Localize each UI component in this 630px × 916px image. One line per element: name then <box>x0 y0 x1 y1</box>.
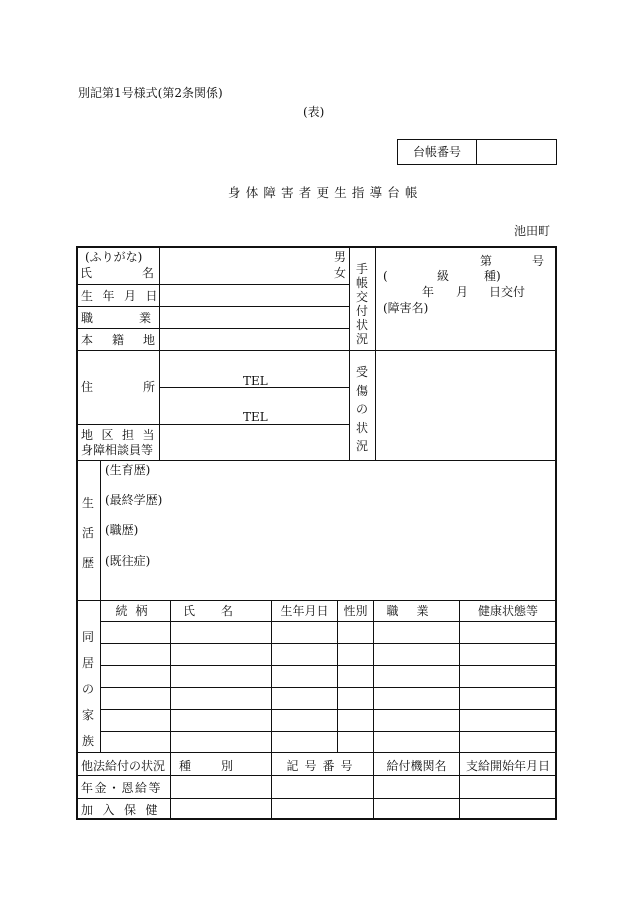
family-row-line-2 <box>101 665 556 666</box>
section2-bottom-line <box>77 460 556 461</box>
benefit-row-insurance: 加入保健 <box>81 803 168 817</box>
name-field[interactable] <box>171 258 321 276</box>
family-col-name: 氏名 <box>182 604 259 618</box>
family-col-3 <box>337 600 338 752</box>
handbook-month: 月 <box>456 285 469 299</box>
form-reference: 別記第1号様式(第2条関係) <box>78 86 223 100</box>
address-label-divider <box>159 350 160 460</box>
family-col-4 <box>373 600 374 820</box>
ledger-number-label: 台帳番号 <box>413 145 462 159</box>
handbook-paren-open: ( <box>383 269 388 283</box>
ledger-number-divider <box>476 139 477 165</box>
tel-label-1: TEL <box>243 374 268 388</box>
family-col-5 <box>459 600 460 820</box>
address-label <box>81 381 155 393</box>
handbook-label: 手帳交付状況 <box>355 262 368 346</box>
address-field-2[interactable] <box>171 395 341 409</box>
history-career: (職歴) <box>105 523 139 537</box>
section1-bottom-line <box>77 350 556 351</box>
section4-bottom-line <box>77 752 556 753</box>
handbook-kyu: 級 <box>437 269 450 283</box>
handbook-go: 号 <box>532 254 545 268</box>
name-label <box>80 267 154 279</box>
name-row-line <box>77 284 349 285</box>
family-col-sex: 性別 <box>343 604 368 618</box>
family-label: 同居の家族 <box>81 630 94 748</box>
domicile-field[interactable] <box>171 334 341 348</box>
district-field[interactable] <box>171 434 341 448</box>
family-row-line-1 <box>101 643 556 644</box>
history-growth: (生育歴) <box>105 463 151 477</box>
benefit-col-type: 種別 <box>178 759 263 773</box>
family-header-line <box>101 621 556 622</box>
family-col-2 <box>271 600 272 820</box>
sex-male[interactable]: 男 <box>334 250 347 264</box>
furigana-label: (ふりがな) <box>85 250 143 264</box>
benefit-row-pension: 年金・恩給等 <box>81 781 163 795</box>
family-col-relation: 続柄 <box>115 604 156 618</box>
benefit-col-agency: 給付機関名 <box>386 759 447 773</box>
birth-row-line <box>77 306 349 307</box>
handbook-issued: 日交付 <box>489 285 526 299</box>
job-label: 職業 <box>81 311 198 325</box>
middle-divider <box>349 247 350 460</box>
family-col-1 <box>170 600 171 820</box>
handbook-year: 年 <box>422 285 435 299</box>
document-title: 身体障害者更生指導台帳 <box>228 185 423 200</box>
family-col-job: 職業 <box>386 604 447 618</box>
birth-label: 生年月日 <box>81 289 168 303</box>
job-field[interactable] <box>171 312 341 326</box>
family-col-health: 健康状態等 <box>477 604 538 618</box>
name-label-text: 氏 名 <box>80 266 154 280</box>
address-field-1[interactable] <box>171 358 341 372</box>
handbook-dai: 第 <box>480 254 493 268</box>
benefit-col-start-date: 支給開始年月日 <box>465 759 550 773</box>
injury-label: 受傷の状況 <box>355 365 368 453</box>
benefits-header-line <box>77 775 556 776</box>
history-medical: (既往症) <box>105 554 151 568</box>
domicile-label: 本籍地 <box>81 333 175 347</box>
history-education: (最終学歴) <box>105 493 163 507</box>
handbook-shu: 種) <box>484 269 501 283</box>
family-row-line-4 <box>101 709 556 710</box>
injury-field[interactable] <box>385 360 550 455</box>
section3-bottom-line <box>77 600 556 601</box>
benefit-row-other-law: 他法給付の状況 <box>81 759 166 773</box>
district-label-2: 身障相談員等 <box>81 443 154 457</box>
form-side: (表) <box>303 105 325 119</box>
right-label-divider <box>375 247 376 460</box>
town-name: 池田町 <box>514 224 551 238</box>
handbook-disability: (障害名) <box>383 301 429 315</box>
benefit-col-number: 記号番号 <box>286 759 359 773</box>
tel-label-2: TEL <box>243 410 268 424</box>
address-label-text: 住 所 <box>81 380 155 394</box>
birth-field[interactable] <box>171 290 341 304</box>
family-col-birth: 生年月日 <box>280 604 329 618</box>
sex-female[interactable]: 女 <box>334 266 347 280</box>
family-row-line-3 <box>101 687 556 688</box>
district-row-line <box>77 424 349 425</box>
history-label: 生活歴 <box>81 496 94 570</box>
job-row-line <box>77 328 349 329</box>
family-row-line-5 <box>101 731 556 732</box>
benefits-row-line <box>77 798 556 799</box>
district-label-1: 地区担当 <box>81 428 164 442</box>
